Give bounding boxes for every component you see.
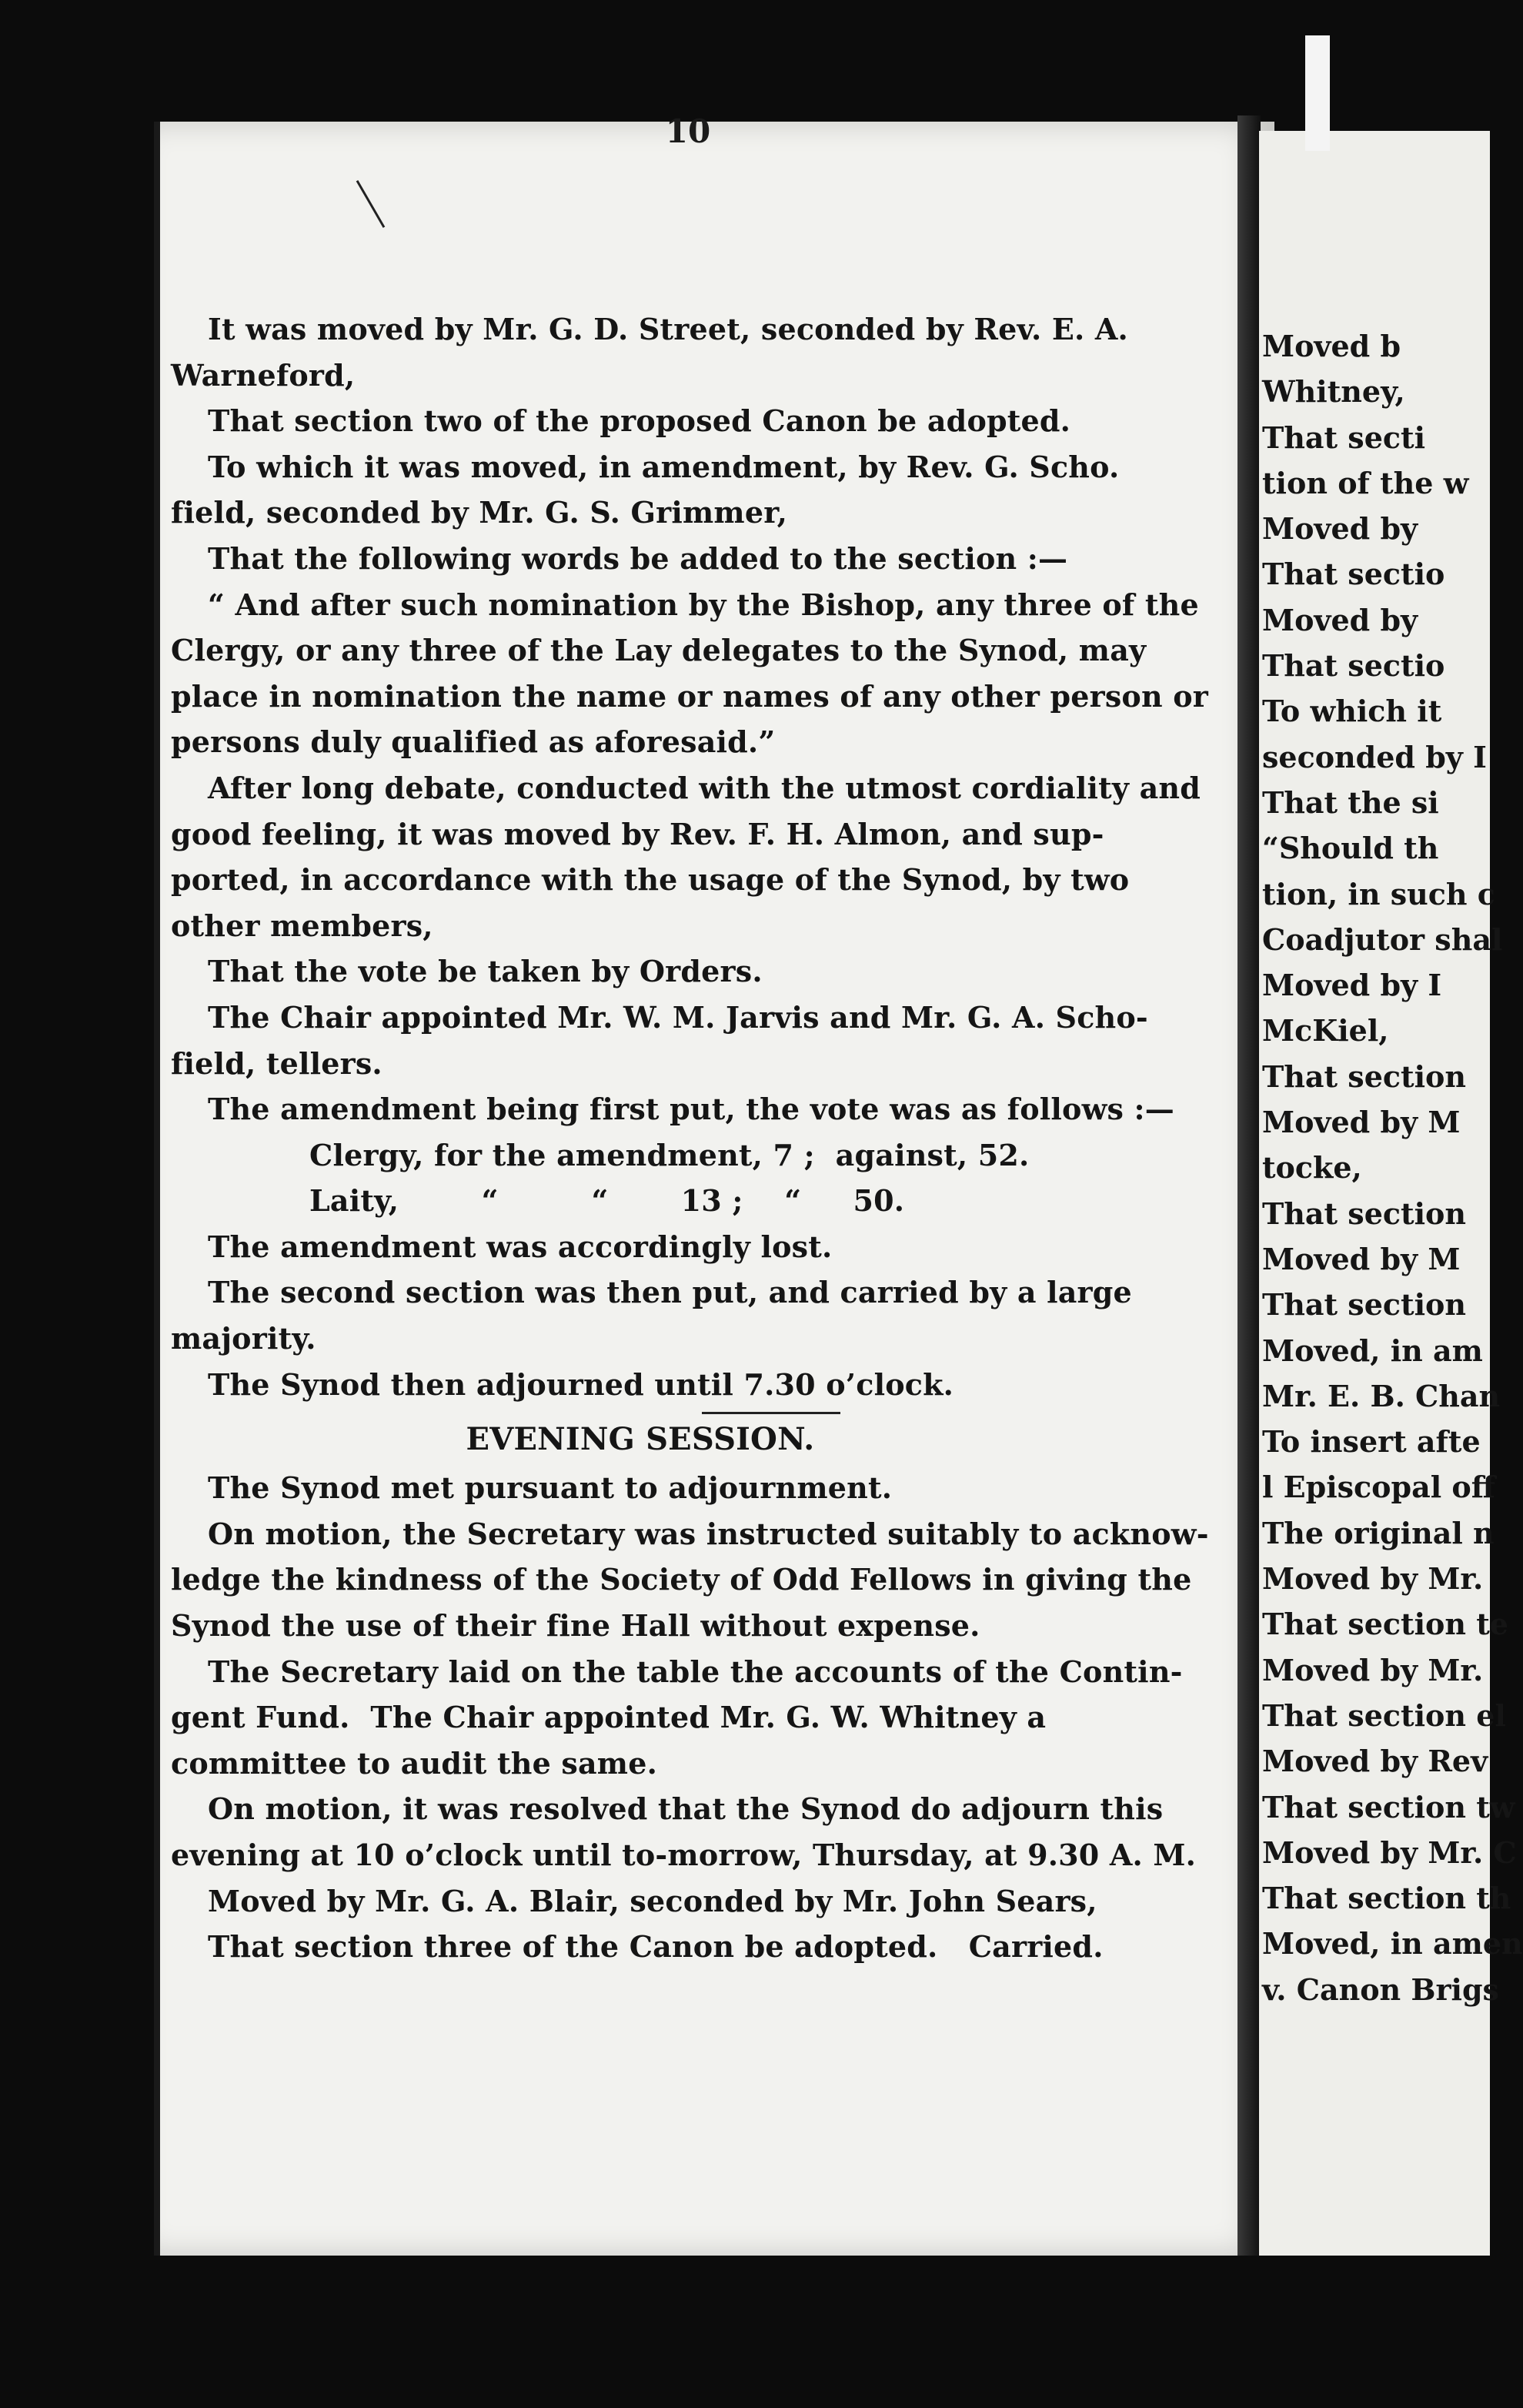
right-page-line: Moved by I xyxy=(1262,968,1442,1003)
text-line: After long debate, conducted with the utmost cordiality and xyxy=(208,770,1201,805)
right-page-line: Moved, in am xyxy=(1262,1333,1483,1368)
right-page-line: “Should th xyxy=(1262,831,1439,866)
right-page-line: That section tw xyxy=(1262,1789,1515,1824)
text-line: The second section was then put, and carried by a large xyxy=(208,1275,1132,1310)
text-line: That the vote be taken by Orders. xyxy=(208,954,763,989)
right-page-line: That sectio xyxy=(1262,648,1445,684)
right-page-line: Moved by Mr. xyxy=(1262,1652,1484,1687)
right-page-line: Mr. E. B. Chan xyxy=(1262,1378,1501,1413)
section-heading: EVENING SESSION. xyxy=(466,1421,815,1458)
text-line: The Chair appointed Mr. W. M. Jarvis and Mr. G. A. Scho- xyxy=(208,999,1148,1035)
right-page-line: That section te xyxy=(1262,1607,1508,1642)
right-page-line: To insert afte xyxy=(1262,1424,1481,1460)
right-page-line: Moved by Rev xyxy=(1262,1744,1488,1779)
text-line: committee to audit the same. xyxy=(171,1745,658,1781)
text-line: ported, in accordance with the usage of the Synod, by two xyxy=(171,862,1130,898)
right-page-line: That section xyxy=(1262,1196,1466,1231)
text-line: That section three of the Canon be adopted. Carried. xyxy=(208,1929,1104,1965)
text-line: The Synod met pursuant to adjournment. xyxy=(208,1470,893,1506)
right-page-line: To which it xyxy=(1262,694,1442,729)
right-page-line: Coadjutor shal xyxy=(1262,921,1503,957)
right-page-line: That section xyxy=(1262,1287,1466,1323)
right-page-line: tion, in such c xyxy=(1262,876,1495,911)
text-line: The Synod then adjourned until 7.30 o’clock. xyxy=(208,1366,954,1402)
right-page-line: Moved by M xyxy=(1262,1105,1461,1140)
vote-line-clergy: Clergy, for the amendment, 7 ; against, 52. xyxy=(309,1137,1030,1172)
text-line: Warneford, xyxy=(171,357,356,393)
page-body xyxy=(171,306,1248,1970)
right-page-line: That section el xyxy=(1262,1697,1506,1733)
text-line: place in nomination the name or names of any other person or xyxy=(171,678,1208,714)
right-page-line: Moved, in amen xyxy=(1262,1926,1523,1962)
right-page-line: That secti xyxy=(1262,420,1426,455)
vote-line-laity: Laity, “ “ 13 ; “ 50. xyxy=(309,1183,905,1219)
text-line: persons duly qualified as aforesaid.” xyxy=(171,724,776,760)
text-line: The amendment was accordingly lost. xyxy=(208,1229,833,1264)
text-line: That section two of the proposed Canon be adopted. xyxy=(208,403,1071,439)
right-page-line: The original n xyxy=(1262,1515,1495,1550)
text-line: majority. xyxy=(171,1321,316,1356)
right-page-line: That section xyxy=(1262,1059,1466,1094)
right-page-line: Moved by xyxy=(1262,511,1418,547)
right-page-line: Moved by Mr. C xyxy=(1262,1834,1517,1870)
right-page-line: McKiel, xyxy=(1262,1013,1389,1048)
right-page-line: tocke, xyxy=(1262,1150,1362,1186)
text-line: other members, xyxy=(171,908,433,943)
text-line: good feeling, it was moved by Rev. F. H. Almon, and sup- xyxy=(171,816,1104,851)
right-page-line: v. Canon Brigs xyxy=(1262,1972,1499,2007)
paper-tab xyxy=(1305,35,1330,151)
right-page-line: tion of the w xyxy=(1262,465,1469,500)
right-page-line: That the si xyxy=(1262,784,1439,820)
right-page-line: Moved by Mr. xyxy=(1262,1561,1484,1597)
text-line: ledge the kindness of the Society of Odd Fellows in giving the xyxy=(171,1562,1192,1597)
text-line: The Secretary laid on the table the accounts of the Contin- xyxy=(208,1654,1183,1689)
page-number: 10 xyxy=(665,112,711,150)
text-line: Moved by Mr. G. A. Blair, seconded by Mr. John Sears, xyxy=(208,1883,1097,1918)
right-page-line: Moved by M xyxy=(1262,1241,1461,1276)
text-line: On motion, the Secretary was instructed suitably to acknow- xyxy=(208,1516,1209,1551)
text-line: It was moved by Mr. G. D. Street, seconded by Rev. E. A. xyxy=(208,312,1128,346)
right-page-line: That section th xyxy=(1262,1881,1511,1916)
right-page-line: seconded by I xyxy=(1262,739,1487,774)
text-line: evening at 10 o’clock until to-morrow, Thursday, at 9.30 A. M. xyxy=(171,1838,1197,1872)
text-line: Clergy, or any three of the Lay delegates to the Synod, may xyxy=(171,633,1147,668)
text-line: That the following words be added to the section :— xyxy=(208,540,1068,576)
text-line: Synod the use of their fine Hall without expense. xyxy=(171,1608,980,1644)
right-page-text xyxy=(1262,323,1523,2012)
text-line: To which it was moved, in amendment, by Rev. G. Scho. xyxy=(208,449,1120,484)
text-line: “ And after such nomination by the Bishop, any three of the xyxy=(208,587,1199,622)
text-line: field, tellers. xyxy=(171,1045,382,1081)
right-page-line: That sectio xyxy=(1262,557,1445,592)
text-line: The amendment being first put, the vote was as follows :— xyxy=(208,1092,1174,1127)
right-page-line: l Episcopal off xyxy=(1262,1470,1495,1505)
text-line: gent Fund. The Chair appointed Mr. G. W. Whitney a xyxy=(171,1700,1047,1735)
right-page-line: Moved by xyxy=(1262,602,1418,637)
right-page-line: Moved b xyxy=(1262,329,1401,363)
right-page-line: Whitney, xyxy=(1262,374,1405,410)
text-line: On motion, it was resolved that the Synod do adjourn this xyxy=(208,1791,1164,1827)
text-line: field, seconded by Mr. G. S. Grimmer, xyxy=(171,495,788,530)
